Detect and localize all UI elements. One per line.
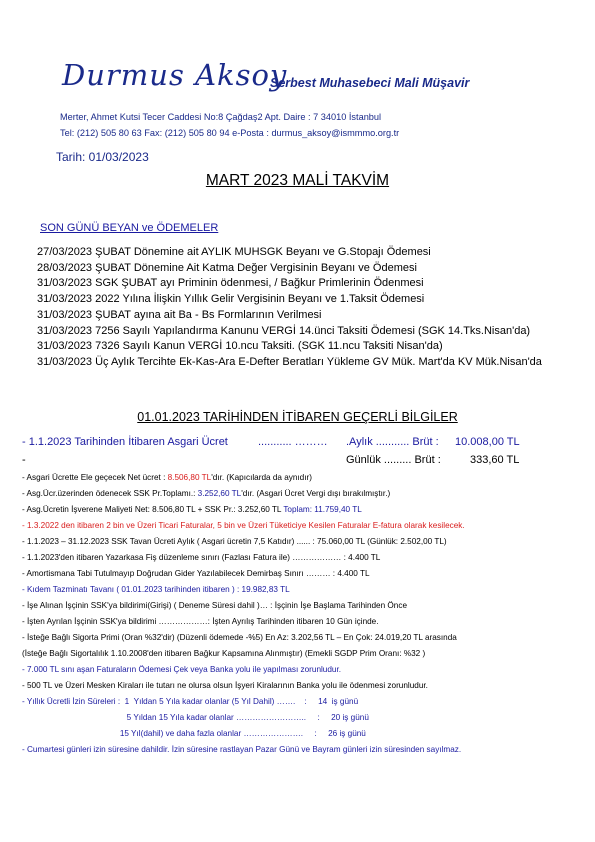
info-line-part: - 500 TL ve Üzeri Mesken Kiraları ile tutarı ne olursa olsun İşyeri Kiralarının Banka yolu ile ödenmesi zorunludur. xyxy=(22,681,428,690)
info-line-part: 8.506,80 TL xyxy=(167,473,212,482)
info-line xyxy=(22,553,380,562)
leave-line: 5 Yıldan 15 Yıla kadar olanlar …………………….. : 20 iş günü xyxy=(22,713,369,722)
calendar-item: 31/03/2023 2022 Yılına İlişkin Yıllık Gelir Vergisinin Beyanı ve 1.Taksit Ödemesi xyxy=(37,293,425,306)
info-line xyxy=(22,569,370,578)
daily-label: Günlük ......... Brüt : xyxy=(346,454,441,466)
monthly-label: .Aylık ........... Brüt : xyxy=(346,436,439,448)
info-line xyxy=(22,681,428,690)
address: Merter, Ahmet Kutsi Tecer Caddesi No:8 Çağdaş2 Apt. Daire : 7 34010 İstanbul xyxy=(60,112,382,122)
leave-line: - Yıllık Ücretli İzin Süreleri : 1 Yıldan 5 Yıla kadar olanlar (5 Yıl Dahil) ……. : 14 iş günü xyxy=(22,697,359,706)
info-line-part: - İsteğe Bağlı Sigorta Primi (Oran %32'dir) (Düzenli ödemede -%5) En Az: 3.202,56 TL – En Çok: 24.019,20 TL arasında xyxy=(22,633,457,642)
logo-subtitle: Serbest Muhasebeci Mali Müşavir xyxy=(270,76,470,90)
info-line-part: - Asg.Ücretin İşverene Maliyeti Net: 8.506,80 TL + SSK Pr.: 3.252,60 TL xyxy=(22,505,284,514)
calendar-item: 31/03/2023 7256 Sayılı Yapılandırma Kanunu VERGİ 14.ünci Taksiti Ödemesi (SGK 14.Tks.Nisan'da) xyxy=(37,324,531,337)
info-line xyxy=(22,521,465,530)
info-line-part: - Asg.Ücr.üzerinden ödenecek SSK Pr.Toplamı.: xyxy=(22,489,198,498)
calendar-item: 28/03/2023 ŞUBAT Dönemine Ait Katma Değer Vergisinin Beyanı ve Ödemesi xyxy=(37,261,417,274)
min-wage-label: - 1.1.2023 Tarihinden İtibaren Asgari Ücret xyxy=(22,436,228,448)
info-line xyxy=(22,665,341,674)
calendar-item: 31/03/2023 SGK ŞUBAT ayı Priminin ödenmesi, / Bağkur Primlerinin Ödenmesi xyxy=(37,277,424,290)
info-line-part: - Amortismana Tabi Tutulmayıp Doğrudan Gider Yazılabilecek Demirbaş Sınırı ……… : 4.400 TL xyxy=(22,569,370,578)
calendar-column-header: SON GÜNÜ BEYAN ve ÖDEMELER xyxy=(40,222,219,234)
info-line xyxy=(22,473,312,482)
info-line xyxy=(22,649,425,658)
calendar-item: 31/03/2023 Üç Aylık Tercihte Ek-Kas-Ara E-Defter Beratları Yükleme GV Mük. Mart'da KV Mük.Nisan'da xyxy=(37,355,542,368)
info-line-part: 3.252,60 TL xyxy=(197,489,242,498)
calendar-item: 31/03/2023 7326 Sayılı Kanun VERGİ 10.ncu Taksiti. (SGK 11.ncu Taksiti Nisan'da) xyxy=(37,340,443,353)
dash: - xyxy=(22,454,26,466)
calendar-item: 31/03/2023 ŞUBAT ayına ait Ba - Bs Formlarının Verilmesi xyxy=(37,308,322,321)
info-heading-text: 01.01.2023 TARİHİNDEN İTİBAREN GEÇERLİ BİLGİLER xyxy=(137,410,458,424)
info-line-part: Toplam: 11.759,40 TL xyxy=(283,505,362,514)
weekend-note: - Cumartesi günleri izin süresine dahildir. İzin süresine rastlayan Pazar Günü ve Bayram günleri izin süresinden sayılmaz. xyxy=(22,745,462,754)
min-wage-dots: ........... ……… xyxy=(258,436,328,448)
info-line-part: - Kıdem Tazminatı Tavanı ( 01.01.2023 tarihinden itibaren ) : 19.982,83 TL xyxy=(22,585,290,594)
info-line xyxy=(22,505,362,514)
info-line xyxy=(22,617,379,626)
daily-value: 333,60 TL xyxy=(470,454,520,466)
info-line xyxy=(22,489,390,498)
info-line-part: - Asgari Ücrette Ele geçecek Net ücret : xyxy=(22,473,168,482)
info-line-part: - 1.3.2022 den itibaren 2 bin ve Üzeri Ticari Faturalar, 5 bin ve Üzeri Tüketiciye Kesilen Faturalar E-fatura olarak kesilecek. xyxy=(22,521,465,530)
info-line-part: 'dır. (Asgari Ücret Vergi dışı bırakılmıştır.) xyxy=(241,489,391,498)
info-line-part: - İşten Ayrılan İşçinin SSK'ya bildirimi ………………: İşten Ayrılış Tarihinden itibaren 10 Gün içinde. xyxy=(22,617,379,626)
info-line xyxy=(22,633,457,642)
info-line-part: - İşe Alınan İşçinin SSK'ya bildirimi(Girişi) ( Deneme Süresi dahil )… : İşçinin İşe Başlama Tarihinden Önce xyxy=(22,601,408,610)
document-date: Tarih: 01/03/2023 xyxy=(56,150,149,164)
page-title-text: MART 2023 MALİ TAKVİM xyxy=(205,172,390,189)
logo-name: Durmus Aksoy xyxy=(62,58,288,92)
leave-line: 15 Yıl(dahil) ve daha fazla olanlar …………………. : 26 iş günü xyxy=(22,729,366,738)
info-heading xyxy=(0,410,595,424)
info-line xyxy=(22,537,447,546)
info-line-part: - 7.000 TL sını aşan Faturaların Ödemesi Çek veya Banka yolu ile yapılması zorunludur. xyxy=(22,665,342,674)
info-line-part: - 1.1.2023'den itibaren Yazarkasa Fiş düzenleme sınırı (Fazlası Fatura ile) ……………… : 4.400 TL xyxy=(22,553,381,562)
monthly-value: 10.008,00 TL xyxy=(455,436,520,448)
info-line-part: - 1.1.2023 – 31.12.2023 SSK Tavan Ücreti Aylık ( Asgari ücretin 7,5 Katıdır) ...... : 75.060,00 TL (Günlük: 2.502,00 TL) xyxy=(22,537,447,546)
info-line-part: (İsteğe Bağlı Sigortalılık 1.10.2008'den itibaren Bağkur Kapsamına Alınmıştır) (Emekli SGDP Prim Oranı: %32 ) xyxy=(22,649,426,658)
contact-line: Tel: (212) 505 80 63 Fax: (212) 505 80 94 e-Posta : durmus_aksoy@ismmmo.org.tr xyxy=(60,128,400,138)
calendar-item: 27/03/2023 ŞUBAT Dönemine ait AYLIK MUHSGK Beyanı ve G.Stopajı Ödemesi xyxy=(37,246,431,258)
info-line xyxy=(22,585,290,594)
info-line-part: 'dır. (Kapıcılarda da aynıdır) xyxy=(211,473,312,482)
info-line xyxy=(22,601,407,610)
page-title xyxy=(0,172,595,190)
